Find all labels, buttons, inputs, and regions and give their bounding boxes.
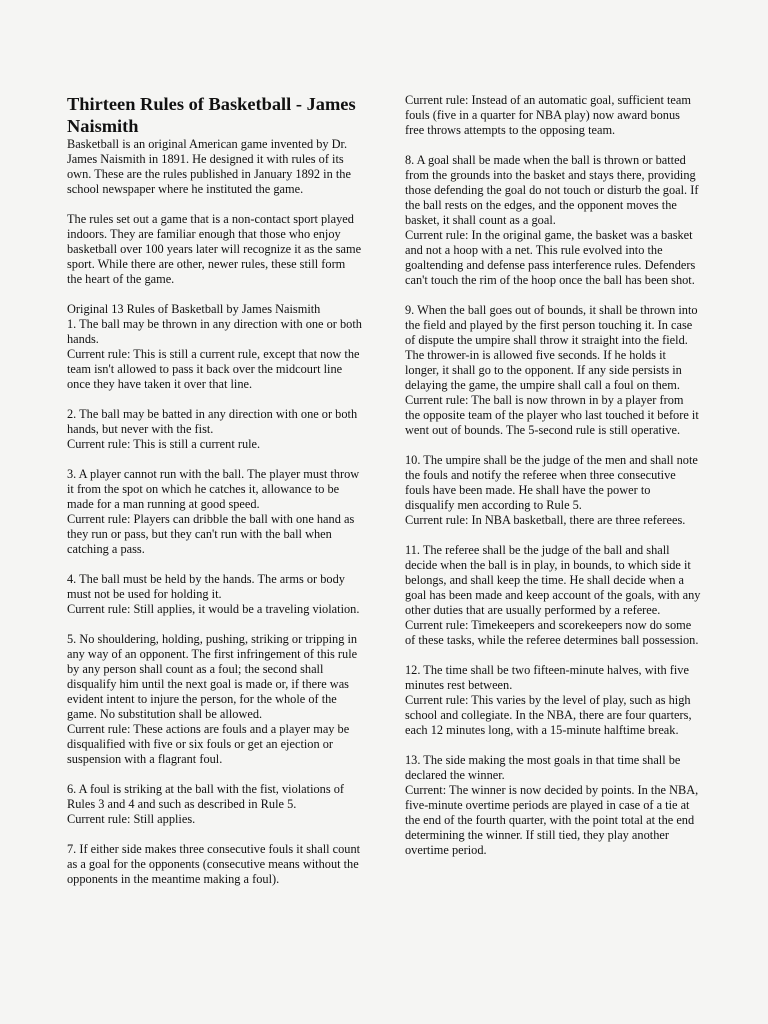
paragraph <box>405 93 701 138</box>
paragraph <box>67 782 363 827</box>
paragraph-line: Current rule: Instead of an automatic goal, sufficient team fouls (five in a quarter for NBA play) now award bonus free throws attempts to the opposing team. <box>405 93 691 137</box>
paragraph-line: 11. The referee shall be the judge of the ball and shall decide when the ball is in play, in bounds, to which side it belongs, and shall keep the time. He shall decide when a goal has been made and keep account of the goals, with any other duties that are usually performed by a referee. <box>405 543 701 617</box>
paragraph-line: 2. The ball may be batted in any direction with one or both hands, but never with the fist. <box>67 407 358 436</box>
paragraph <box>67 572 363 617</box>
paragraph <box>405 453 701 528</box>
paragraph-line: Current rule: Still applies, it would be a traveling violation. <box>67 602 360 616</box>
paragraph-line: Current rule: This is still a current rule. <box>67 437 261 451</box>
paragraph-line: 12. The time shall be two fifteen-minute halves, with five minutes rest between. <box>405 663 689 692</box>
paragraph-line: Current rule: This varies by the level of play, such as high school and collegiate. In the NBA, there are four quarters, each 12 minutes long, with a 15-minute halftime break. <box>405 693 692 737</box>
paragraph <box>67 212 363 287</box>
left-column <box>67 93 363 887</box>
paragraph-line: Basketball is an original American game invented by Dr. James Naismith in 1891. He designed it with rules of its own. These are the rules published in January 1892 in the school newspaper where he instituted the game. <box>67 137 351 196</box>
document-title: Thirteen Rules of Basketball - James Naismith <box>67 94 356 136</box>
paragraph-line: Current rule: In NBA basketball, there are three referees. <box>405 513 686 527</box>
paragraph <box>405 303 701 438</box>
left-column-body <box>67 137 363 887</box>
paragraph <box>67 302 363 392</box>
paragraph <box>67 632 363 767</box>
paragraph-line: Current: The winner is now decided by points. In the NBA, five-minute overtime periods are played in case of a tie at the end of the fourth quarter, with the point total at the end determining the winner. If still tied, they play another overtime period. <box>405 783 699 857</box>
paragraph-line: Current rule: This is still a current rule, except that now the team isn't allowed to pass it back over the midcourt line once they have taken it over that line. <box>67 347 360 391</box>
paragraph-line: 8. A goal shall be made when the ball is thrown or batted from the grounds into the basket and stays there, providing those defending the goal do not touch or disturb the goal. If the ball rests on the edges, and the opponent moves the basket, it shall count as a goal. <box>405 153 699 227</box>
paragraph-line: 6. A foul is striking at the ball with the fist, violations of Rules 3 and 4 and such as described in Rule 5. <box>67 782 345 811</box>
paragraph-line: 1. The ball may be thrown in any direction with one or both hands. <box>67 317 362 346</box>
paragraph <box>405 753 701 858</box>
paragraph-line: The rules set out a game that is a non-contact sport played indoors. They are familiar enough that those who enjoy basketball over 100 years later will recognize it as the same sport. While there are other, newer rules, these still form the heart of the game. <box>67 212 362 286</box>
paragraph <box>67 407 363 452</box>
paragraph <box>405 543 701 648</box>
paragraph-line: 13. The side making the most goals in that time shall be declared the winner. <box>405 753 681 782</box>
paragraph-line: Current rule: Timekeepers and scorekeepers now do some of these tasks, while the referee determines ball possession. <box>405 618 699 647</box>
paragraph-line: 3. A player cannot run with the ball. The player must throw it from the spot on which he catches it, allowance to be made for a man running at good speed. <box>67 467 360 511</box>
paragraph-line: Current rule: The ball is now thrown in by a player from the opposite team of the player who last touched it before it went out of bounds. The 5-second rule is still operative. <box>405 393 699 437</box>
paragraph-line: Original 13 Rules of Basketball by James Naismith <box>67 302 321 316</box>
paragraph <box>405 663 701 738</box>
right-column <box>405 93 701 858</box>
paragraph-line: Current rule: In the original game, the basket was a basket and not a hoop with a net. This rule evolved into the goaltending and defense pass interference rules. Defenders can't touch the rim of the hoop once the ball has been shot. <box>405 228 696 287</box>
paragraph <box>405 153 701 288</box>
paragraph <box>67 842 363 887</box>
paragraph-line: 5. No shouldering, holding, pushing, striking or tripping in any way of an opponent. The first infringement of this rule by any person shall count as a foul; the second shall disqualify him until the next goal is made or, if there was evident intent to injure the person, for the whole of the game. No substitution shall be allowed. <box>67 632 358 721</box>
paragraph-line: 10. The umpire shall be the judge of the men and shall note the fouls and notify the referee when three consecutive fouls have been made. He shall have the power to disqualify men according to Rule 5. <box>405 453 698 512</box>
paragraph-line: 9. When the ball goes out of bounds, it shall be thrown into the field and played by the first person touching it. In case of dispute the umpire shall throw it straight into the field. The thrower-in is allowed five seconds. If he holds it longer, it shall go to the opponent. If any side persists in delaying the game, the umpire shall call a foul on them. <box>405 303 698 392</box>
paragraph-line: 7. If either side makes three consecutive fouls it shall count as a goal for the opponents (consecutive means without the opponents in the meantime making a foul). <box>67 842 361 886</box>
paragraph <box>67 137 363 197</box>
paragraph-line: Current rule: Players can dribble the ball with one hand as they run or pass, but they can't run with the ball when catching a pass. <box>67 512 355 556</box>
paragraph-line: Current rule: These actions are fouls and a player may be disqualified with five or six fouls or get an ejection or suspension with a flagrant foul. <box>67 722 350 766</box>
paragraph <box>67 467 363 557</box>
paragraph-line: 4. The ball must be held by the hands. The arms or body must not be used for holding it. <box>67 572 345 601</box>
right-column-body <box>405 93 701 858</box>
paragraph-line: Current rule: Still applies. <box>67 812 196 826</box>
